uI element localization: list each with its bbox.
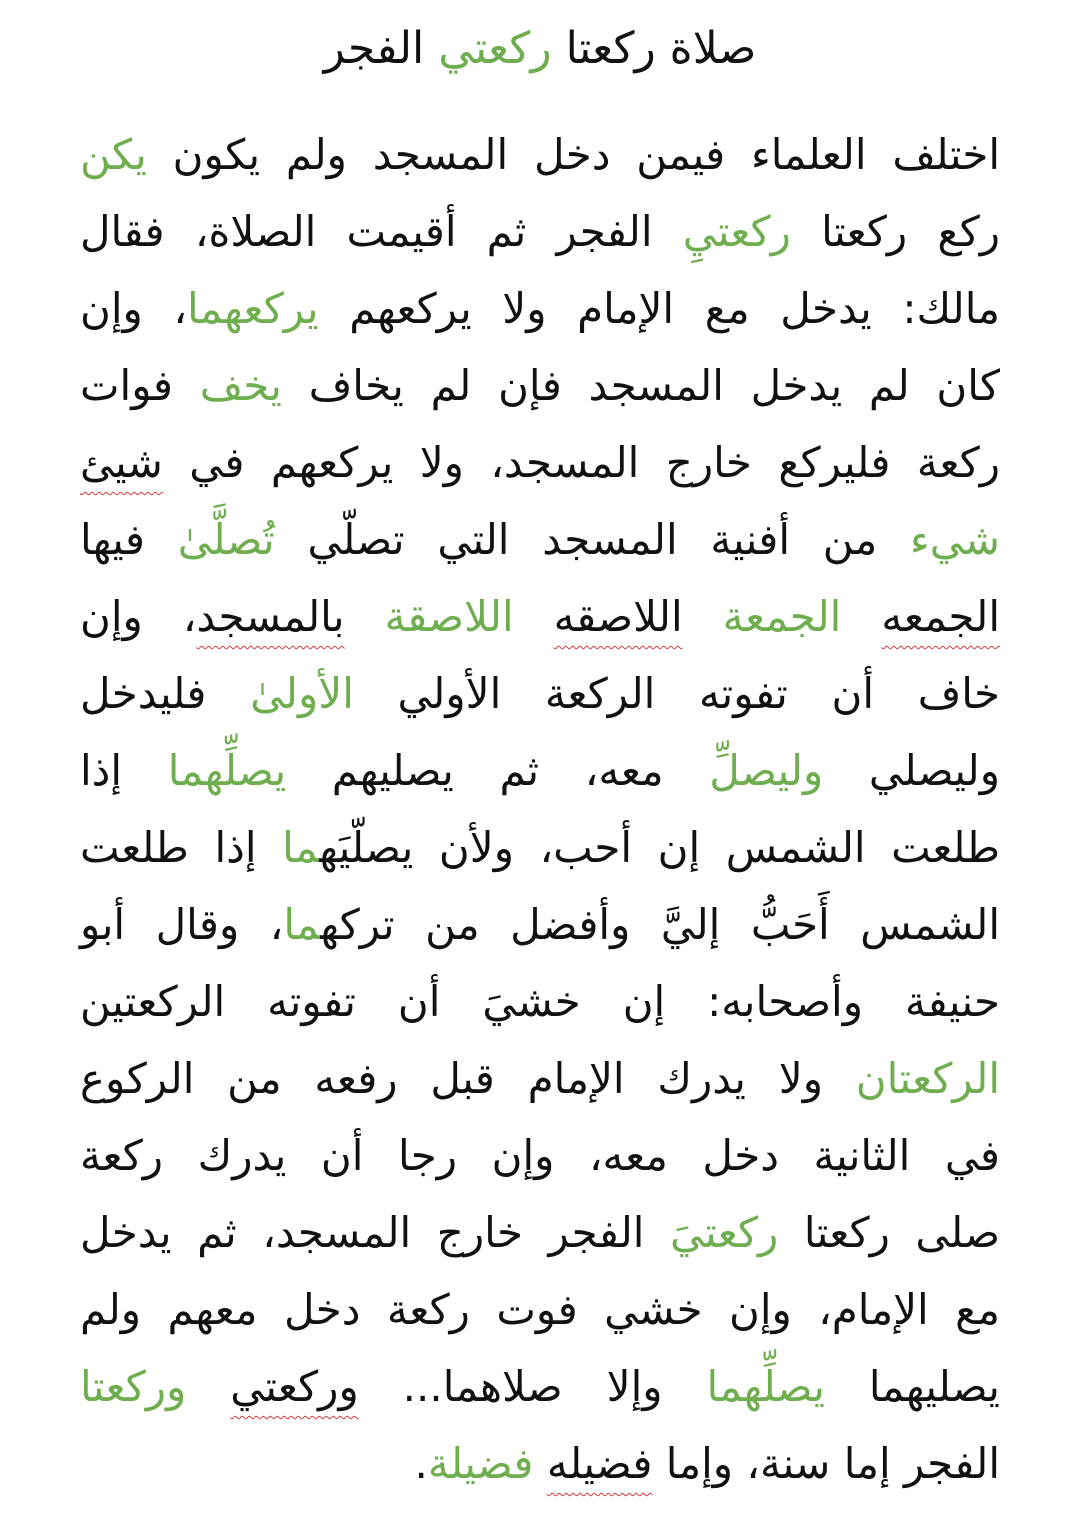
text-segment: من أفنية المسجد التي تصلّي xyxy=(274,515,911,564)
text-segment: طلعت الشمس إن أحب، ولأن يصلّيَه xyxy=(319,823,1001,872)
text-segment: وليصلي xyxy=(823,746,1000,795)
text-segment xyxy=(683,592,723,641)
text-line xyxy=(80,193,1000,270)
text-line xyxy=(80,578,1000,655)
text-segment: مع الإمام، وإن خشي فوت ركعة دخل معهم ولم xyxy=(80,1285,1000,1334)
text-line xyxy=(80,1425,1000,1502)
text-segment: إذا xyxy=(80,746,168,795)
misspelled-word: بالمسجد xyxy=(196,592,345,641)
correction-word: ما xyxy=(282,823,320,872)
correction-word: فضيلة xyxy=(427,1439,534,1488)
correction-word: الأولىٰ xyxy=(250,669,354,718)
misspelled-word: شيئ xyxy=(80,438,163,487)
text-segment: مالك: يدخل مع الإمام ولا يركعهم xyxy=(318,284,1001,333)
text-segment: ركع ركعتا xyxy=(790,207,1001,256)
correction-word: يكن xyxy=(80,130,147,179)
text-segment: حنيفة وأصحابه: إن خشيَ أن تفوته الركعتين xyxy=(80,977,1000,1026)
correction-word: اللاصقة xyxy=(384,592,514,641)
text-segment: الشمس أَحَبُّ إليَّ وأفضل من تركه xyxy=(320,900,1000,949)
title-suffix: الفجر xyxy=(323,23,439,74)
text-line xyxy=(80,886,1000,963)
text-line xyxy=(80,116,1000,193)
text-line xyxy=(80,1348,1000,1425)
text-line xyxy=(80,809,1000,886)
text-segment: معه، ثم يصليهم xyxy=(286,746,710,795)
misspelled-word: الجمعه xyxy=(881,592,1000,641)
title-prefix: صلاة ركعتا xyxy=(551,23,757,74)
text-segment: الفجر إما سنة، وإما xyxy=(652,1439,1000,1488)
text-segment xyxy=(186,1362,230,1411)
text-segment: فيها xyxy=(80,515,178,564)
text-line xyxy=(80,1040,1000,1117)
text-segment: إذا طلعت xyxy=(80,823,283,872)
text-line xyxy=(80,655,1000,732)
text-segment: كان لم يدخل المسجد فإن لم يخاف xyxy=(282,361,1000,410)
text-line xyxy=(80,1271,1000,1348)
text-line xyxy=(80,501,1000,578)
correction-word: يصلِّهما xyxy=(167,746,287,795)
correction-word: ركعتيَ xyxy=(670,1208,779,1257)
document-title xyxy=(0,14,1080,84)
correction-word: يخف xyxy=(199,361,282,410)
text-segment: يصليهما xyxy=(824,1362,1000,1411)
text-segment: الفجر ثم أقيمت الصلاة، فقال xyxy=(80,207,683,256)
text-segment: ، وإن xyxy=(80,592,197,641)
text-segment: في الثانية دخل معه، وإن رجا أن يدرك ركعة xyxy=(80,1131,1000,1180)
text-segment xyxy=(533,1439,546,1488)
misspelled-word: وركعتي xyxy=(230,1362,359,1411)
text-segment: خاف أن تفوته الركعة الأولي xyxy=(353,669,1001,718)
text-segment: ، وإن xyxy=(80,284,187,333)
text-line xyxy=(80,424,1000,501)
correction-word: يركعهما xyxy=(187,284,319,333)
text-segment: اختلف العلماء فيمن دخل المسجد ولم يكون xyxy=(146,130,1000,179)
correction-word: الركعتان xyxy=(855,1054,1000,1103)
text-segment: ركعة فليركع خارج المسجد، ولا يركعهم في xyxy=(162,438,1000,487)
title-correction: ركعتي xyxy=(438,23,552,74)
document-body xyxy=(80,116,1000,1502)
text-segment: الفجر خارج المسجد، ثم يدخل xyxy=(80,1208,671,1257)
correction-word: الجمعة xyxy=(722,592,842,641)
text-segment: وإلا صلاهما... xyxy=(358,1362,707,1411)
correction-word: وركعتا xyxy=(80,1362,187,1411)
text-segment: . xyxy=(414,1439,428,1488)
text-segment: فوات xyxy=(80,361,200,410)
text-segment: فليدخل xyxy=(80,669,251,718)
correction-word: وليصلِّ xyxy=(709,746,824,795)
text-line xyxy=(80,963,1000,1040)
correction-word: شيء xyxy=(910,515,1000,564)
text-line xyxy=(80,347,1000,424)
text-line xyxy=(80,270,1000,347)
misspelled-word: اللاصقه xyxy=(553,592,683,641)
text-segment: ولا يدرك الإمام قبل رفعه من الركوع xyxy=(80,1054,856,1103)
correction-word: تُصلَّىٰ xyxy=(177,515,275,564)
text-segment xyxy=(841,592,881,641)
text-segment xyxy=(514,592,554,641)
text-segment: صلى ركعتا xyxy=(778,1208,1000,1257)
correction-word: يصلِّهما xyxy=(706,1362,825,1411)
text-segment: ، وقال أبو xyxy=(80,900,284,949)
text-line xyxy=(80,1117,1000,1194)
text-line xyxy=(80,732,1000,809)
misspelled-word: فضيله xyxy=(546,1439,653,1488)
text-segment xyxy=(345,592,385,641)
correction-word: ركعتيِ xyxy=(682,207,791,256)
correction-word: ما xyxy=(283,900,321,949)
text-line xyxy=(80,1194,1000,1271)
